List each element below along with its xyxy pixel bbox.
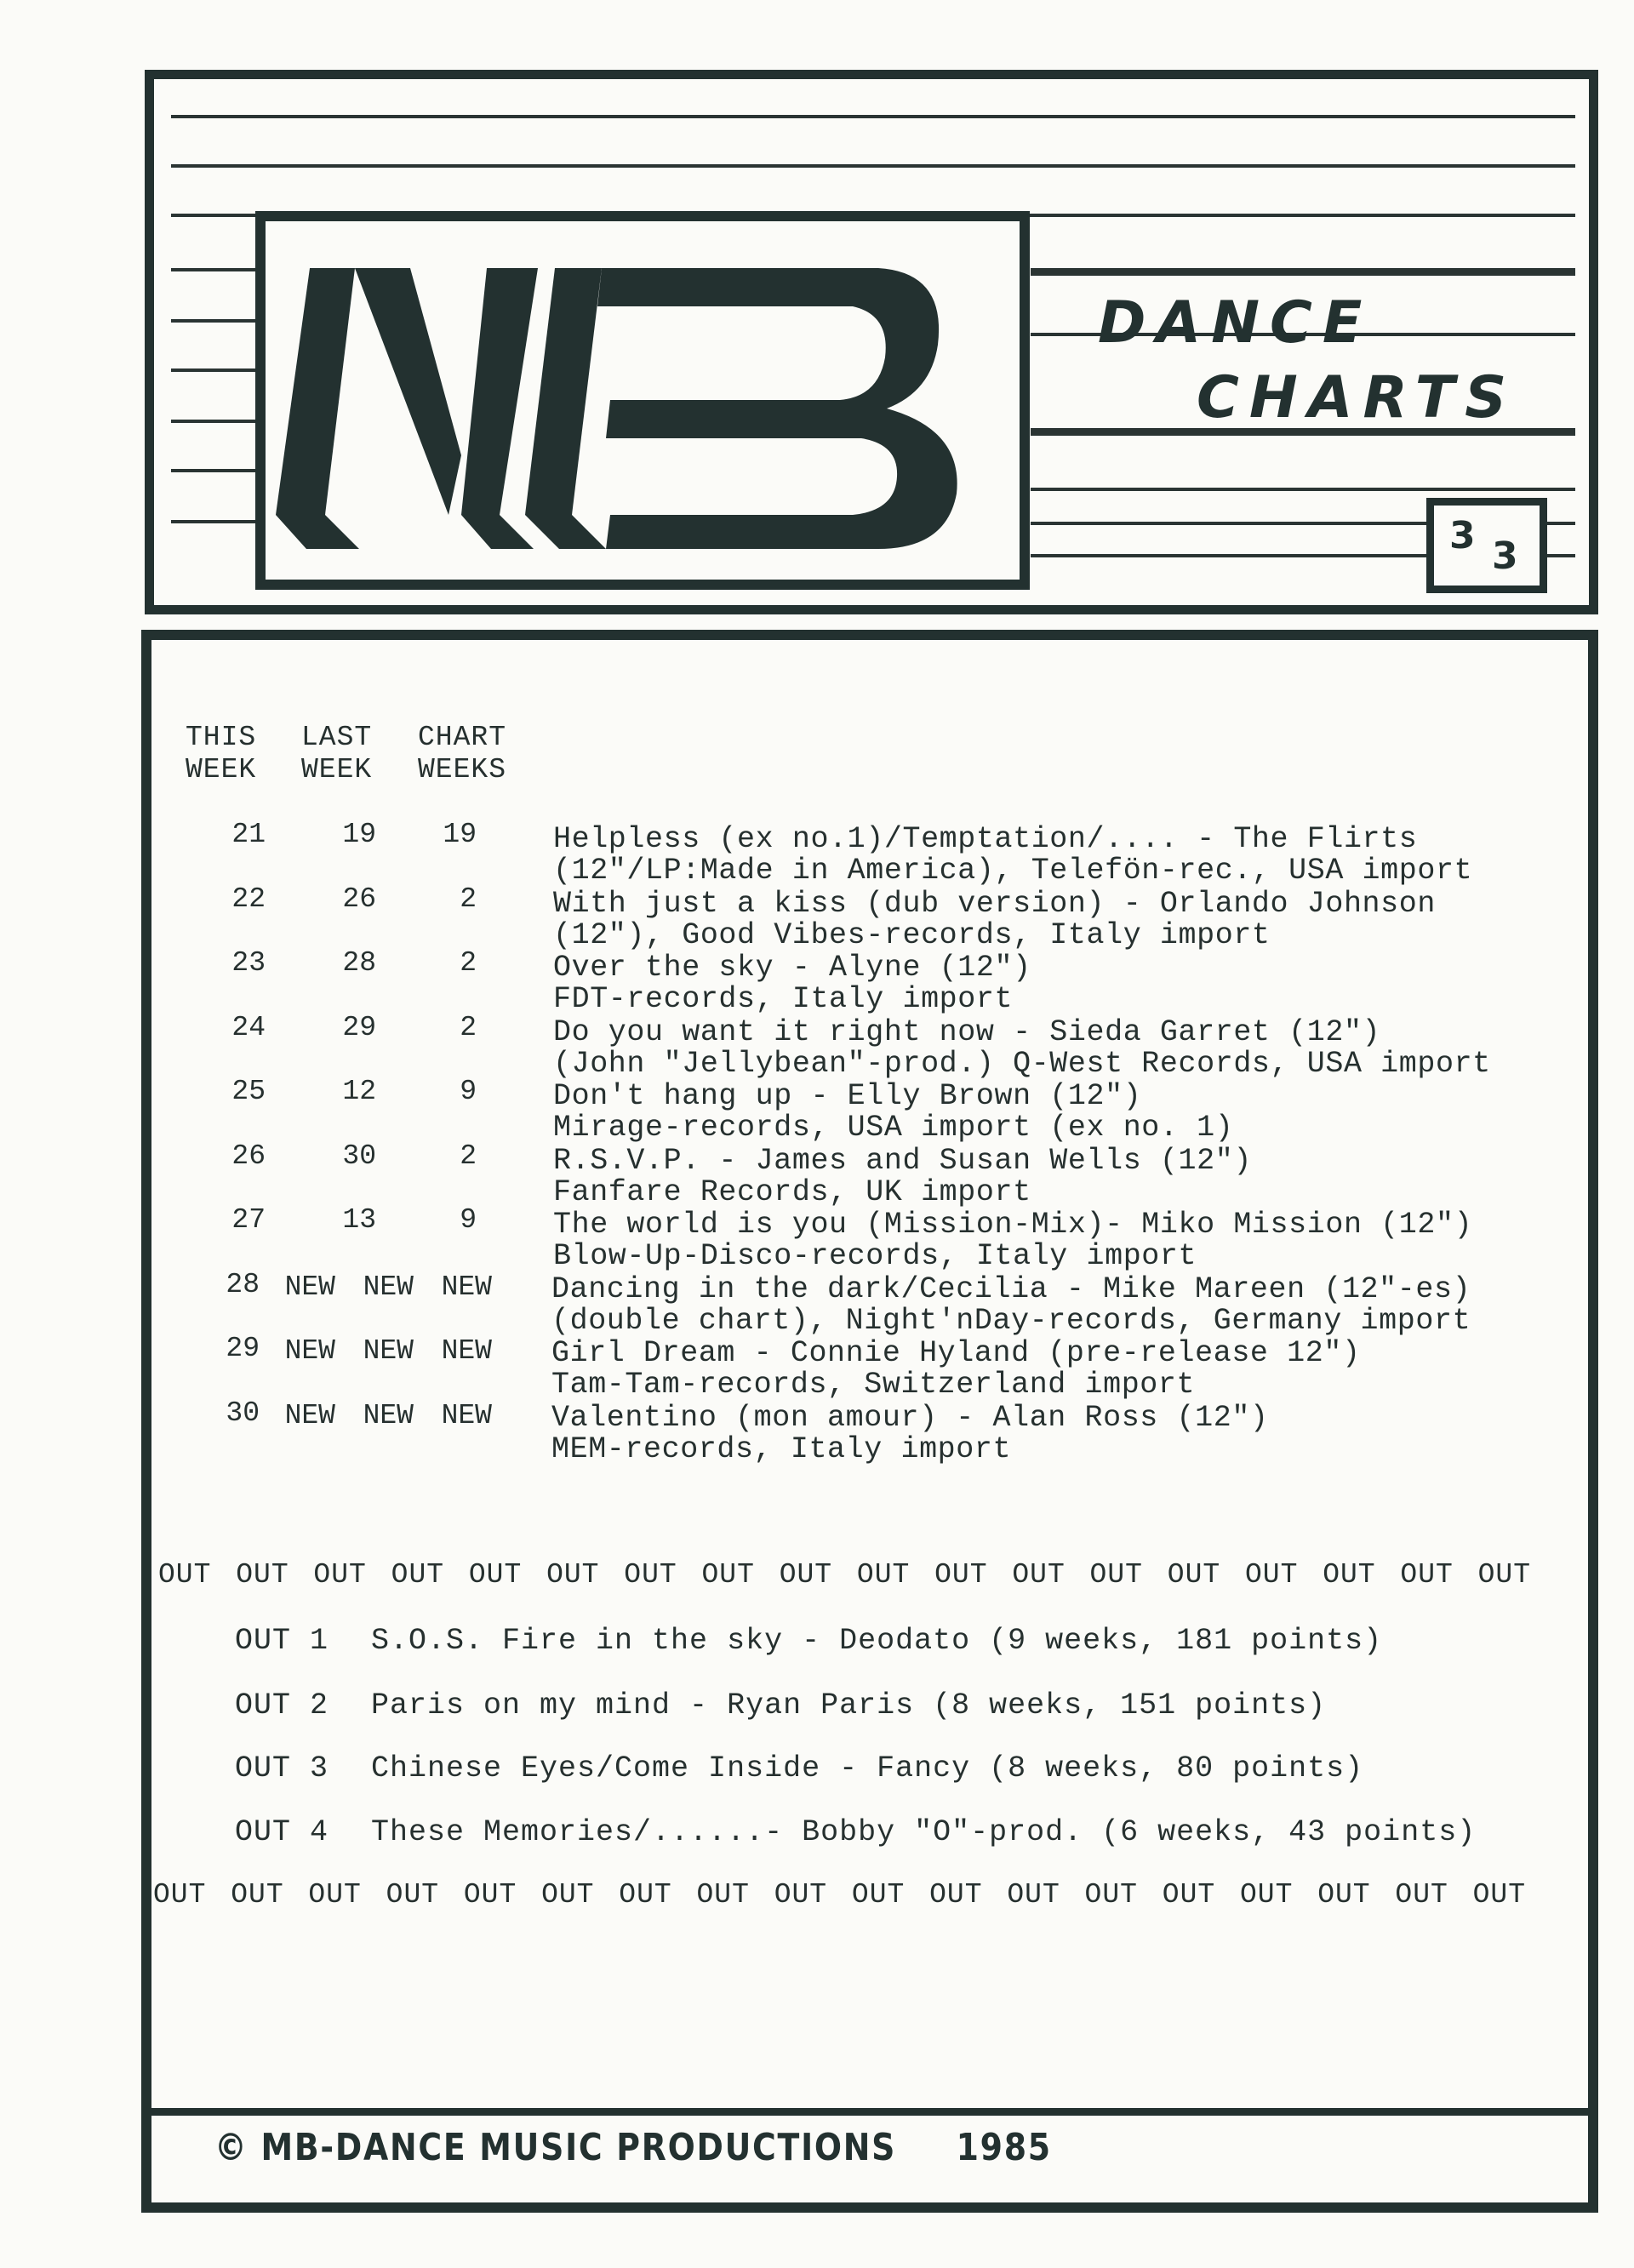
chart-weeks-count: NEW (441, 1271, 492, 1303)
entry-label-line: MEM-records, Italy import (551, 1431, 1012, 1466)
issue-number-badge (1426, 498, 1547, 593)
chart-weeks-count: 2 (460, 947, 477, 979)
dropped-entry-label: OUT 3 (235, 1751, 329, 1785)
entry-title-line: Dancing in the dark/Cecilia - Mike Mareen (12"-es) (551, 1271, 1471, 1306)
entry-label-line: (12"/LP:Made in America), Telefön-rec., USA import (553, 854, 1473, 888)
chart-weeks-count: 9 (460, 1204, 477, 1236)
col-head-last-week: LAST WEEK (301, 722, 373, 786)
last-week-position: NEW (363, 1271, 414, 1303)
col-head-this-week: THIS WEEK (186, 722, 257, 786)
out-banner-bottom: OUT OUT OUT OUT OUT OUT OUT OUT OUT OUT OUT OUT OUT OUT OUT OUT OUT OUT (153, 1879, 1527, 1911)
last-week-position: NEW (363, 1399, 414, 1431)
dropped-entry-text: S.O.S. Fire in the sky - Deodato (9 weeks, 181 points) (371, 1624, 1383, 1658)
this-week-position: 25 (231, 1076, 266, 1107)
entry-label-line: Fanfare Records, UK import (553, 1174, 1031, 1209)
header-rule (1031, 488, 1575, 491)
logo-frame (255, 211, 1030, 590)
entry-title-line: Valentino (mon amour) - Alan Ross (12") (551, 1400, 1269, 1435)
this-week-position: 26 (231, 1140, 266, 1172)
this-week-position: 28 (226, 1268, 260, 1300)
copyright-text: © MB-DANCE MUSIC PRODUCTIONS (214, 2126, 897, 2169)
last-week-position: 19 (342, 819, 376, 850)
chart-weeks-count: 9 (460, 1076, 477, 1107)
dropped-entry-label: OUT 1 (235, 1624, 329, 1658)
new-marker: NEW (284, 1271, 335, 1303)
chart-weeks-count: 2 (460, 1140, 477, 1172)
chart-weeks-count: NEW (441, 1399, 492, 1431)
this-week-position: 30 (226, 1397, 260, 1429)
entry-label-line: (John "Jellybean"-prod.) Q-West Records, USA import (553, 1046, 1491, 1081)
mb-logo-icon (266, 221, 1020, 580)
this-week-position: 24 (231, 1011, 266, 1043)
dropped-entry-label: OUT 4 (235, 1815, 329, 1849)
last-week-position: NEW (363, 1335, 414, 1367)
dropped-entry (235, 1751, 1363, 1785)
new-marker: NEW (284, 1399, 335, 1431)
last-week-position: 12 (342, 1076, 376, 1107)
entry-title-line: Girl Dream - Connie Hyland (pre-release 12") (551, 1336, 1361, 1370)
entry-title-line: Do you want it right now - Sieda Garret (12") (553, 1014, 1381, 1049)
entry-label-line: (double chart), Night'nDay-records, Germany import (551, 1303, 1471, 1338)
col-head-chart-weeks: CHART WEEKS (418, 722, 507, 786)
dropped-entry (235, 1688, 1326, 1722)
header-rule (1031, 268, 1575, 276)
dropped-entry-label: OUT 2 (235, 1688, 329, 1722)
chart-weeks-count: 19 (443, 819, 477, 850)
chart-weeks-count: 2 (460, 883, 477, 915)
entry-label-line: (12"), Good Vibes-records, Italy import (553, 917, 1271, 952)
entry-label-line: Mirage-records, USA import (ex no. 1) (553, 1111, 1234, 1145)
this-week-position: 22 (231, 883, 266, 915)
issue-digit: 3 (1492, 534, 1518, 578)
this-week-position: 29 (226, 1333, 260, 1364)
title-charts: CHARTS (1197, 364, 1517, 431)
this-week-position: 21 (231, 819, 266, 850)
footer-credit (214, 2126, 1052, 2169)
dropped-entry (235, 1815, 1476, 1849)
last-week-position: 28 (342, 947, 376, 979)
dropped-entry-text: These Memories/......- Bobby "O"-prod. (6 weeks, 43 points) (371, 1815, 1477, 1849)
header-rule (171, 115, 1575, 118)
title-dance: DANCE (1098, 289, 1373, 357)
chart-weeks-count: NEW (441, 1335, 492, 1367)
chart-weeks-count: 2 (460, 1011, 477, 1043)
issue-digit: 3 (1449, 514, 1476, 557)
entry-title-line: R.S.V.P. - James and Susan Wells (12") (553, 1143, 1252, 1178)
header-rule (171, 164, 1575, 168)
entry-title-line: With just a kiss (dub version) - Orlando Johnson (553, 886, 1436, 921)
new-marker: NEW (284, 1335, 335, 1367)
dropped-entry (235, 1624, 1382, 1658)
entry-label-line: Tam-Tam-records, Switzerland import (551, 1368, 1196, 1402)
dropped-entry-text: Chinese Eyes/Come Inside - Fancy (8 weeks, 80 points) (371, 1751, 1364, 1785)
entry-title-line: Helpless (ex no.1)/Temptation/.... - The Flirts (553, 822, 1418, 856)
entry-title-line: Over the sky - Alyne (12") (553, 951, 1031, 985)
entry-title-line: Don't hang up - Elly Brown (12") (553, 1079, 1142, 1113)
last-week-position: 13 (342, 1204, 376, 1236)
entry-title-line: The world is you (Mission-Mix)- Miko Mission (12") (553, 1208, 1473, 1242)
entry-label-line: Blow-Up-Disco-records, Italy import (553, 1239, 1197, 1273)
footer-divider (141, 2108, 1598, 2116)
out-banner-top: OUT OUT OUT OUT OUT OUT OUT OUT OUT OUT OUT OUT OUT OUT OUT OUT OUT OUT (158, 1559, 1532, 1591)
this-week-position: 27 (231, 1204, 266, 1236)
entry-label-line: FDT-records, Italy import (553, 982, 1014, 1016)
last-week-position: 26 (342, 883, 376, 915)
this-week-position: 23 (231, 947, 266, 979)
dropped-entry-text: Paris on my mind - Ryan Paris (8 weeks, 151 points) (371, 1688, 1327, 1722)
copyright-year: 1985 (956, 2126, 1052, 2169)
last-week-position: 29 (342, 1011, 376, 1043)
last-week-position: 30 (342, 1140, 376, 1172)
